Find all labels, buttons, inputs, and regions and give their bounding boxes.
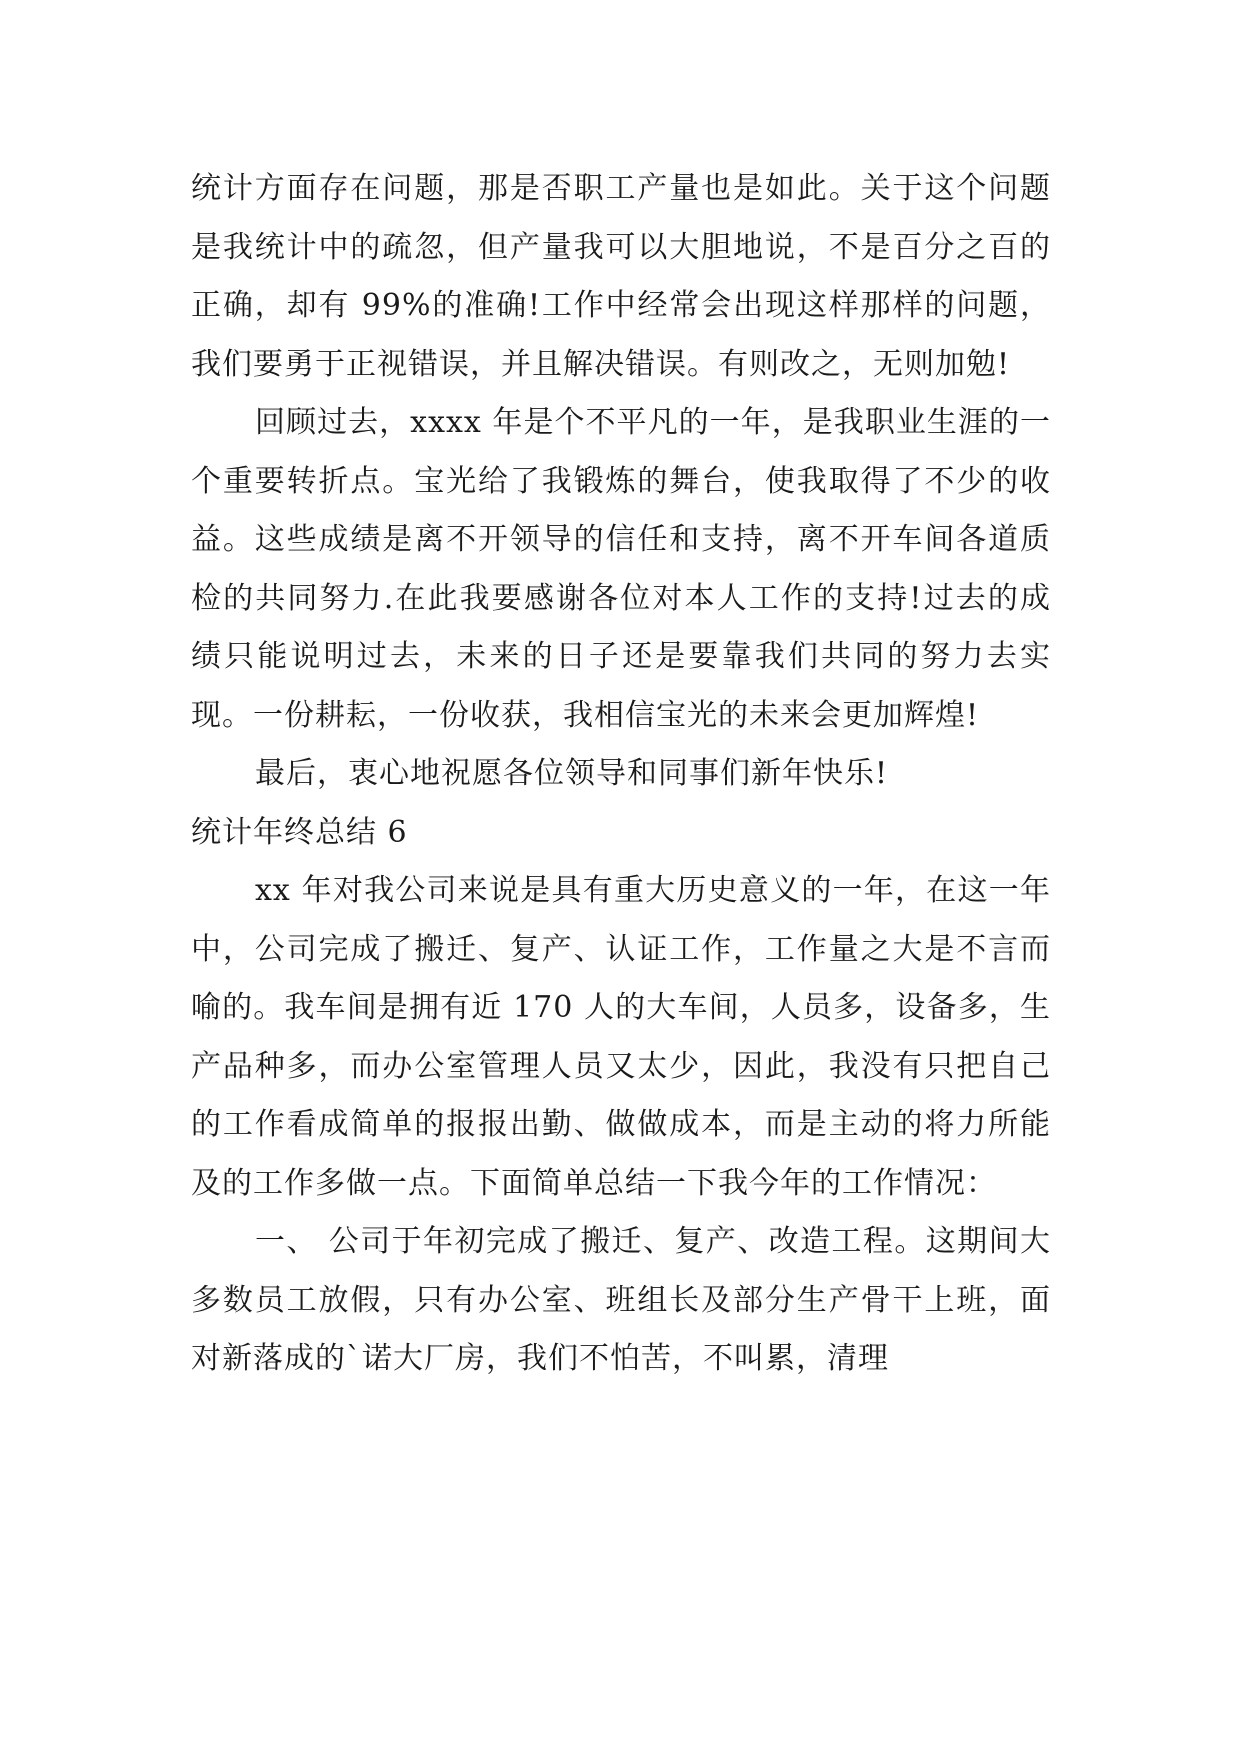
paragraph-intro: xx 年对我公司来说是具有重大历史意义的一年，在这一年中，公司完成了搬迁、复产、认证工作，工作量之大是不言而喻的。我车间是拥有近 170 人的大车间，人员多，设备多，生产品种多，而办公室管理人员又太少，因此，我没有只把自己的工作看成简单的报报出勤、做做成本，而是主动的将力所能及的工作多做一点。下面简单总结一下我今年的工作情况： [191, 873, 1051, 1201]
paragraph-item-one: 一、 公司于年初完成了搬迁、复产、改造工程。这期间大多数员工放假，只有办公室、班组长及部分生产骨干上班，面对新落成的`诺大厂房，我们不怕苦，不叫累，清理 [191, 1224, 1051, 1376]
paragraph-review: 回顾过去，xxxx 年是个不平凡的一年，是我职业生涯的一个重要转折点。宝光给了我锻炼的舞台，使我取得了不少的收益。这些成绩是离不开领导的信任和支持，离不开车间各道质检的共同努力.在此我要感谢各位对本人工作的支持!过去的成绩只能说明过去，未来的日子还是要靠我们共同的努力去实现。一份耕耘，一份收获，我相信宝光的未来会更加辉煌! [191, 405, 1051, 733]
paragraph-closing-wishes: 最后，衷心地祝愿各位领导和同事们新年快乐! [255, 756, 889, 791]
paragraph-continuation: 统计方面存在问题，那是否职工产量也是如此。关于这个问题是我统计中的疏忽，但产量我可以大胆地说，不是百分之百的正确，却有 99%的准确!工作中经常会出现这样那样的问题，我们要勇于正视错误，并且解决错误。有则改之，无则加勉! [191, 171, 1051, 382]
section-heading: 统计年终总结 6 [191, 814, 408, 850]
document-body [191, 160, 1051, 1389]
